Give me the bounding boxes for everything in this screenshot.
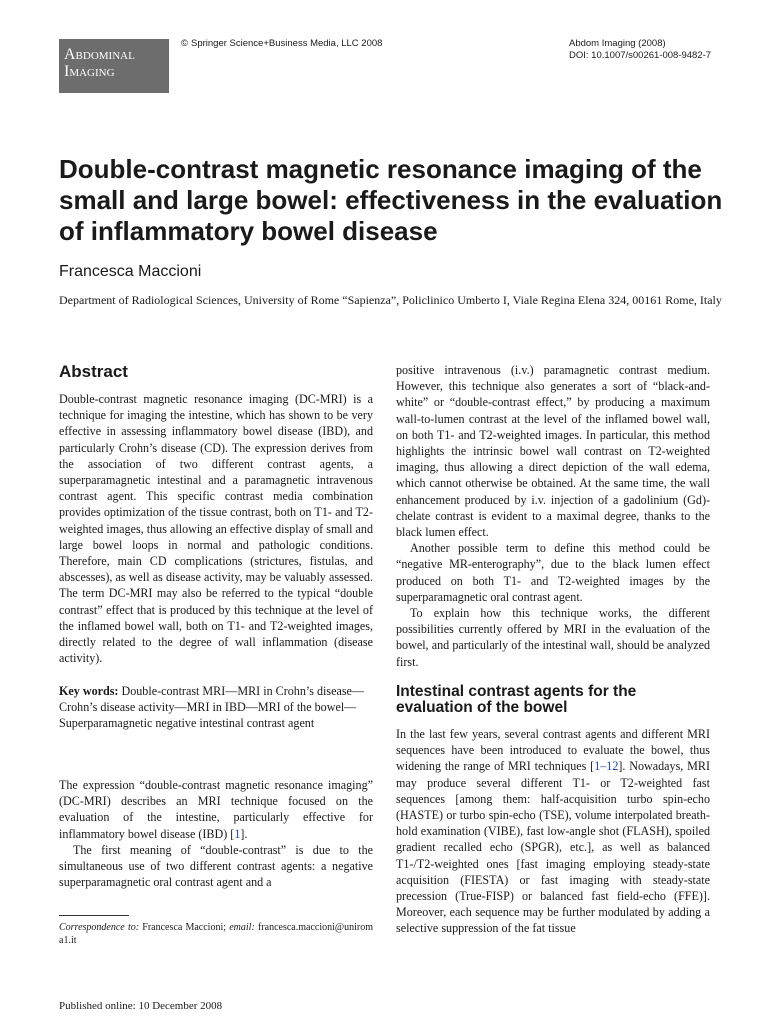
correspondence-email[interactable]: francesca.maccioni@uniroma1.it bbox=[59, 922, 373, 946]
right-paragraph-3: To explain how this technique works, the different possibilities currently offered by MRI in the evaluation of the bowel, and particularly of the intestinal wall, should be analyzed first. bbox=[396, 606, 710, 669]
journal-citation bbox=[569, 38, 711, 62]
doi[interactable]: DOI: 10.1007/s00261-008-9482-7 bbox=[569, 50, 712, 61]
author-affiliation: Department of Radiological Sciences, University of Rome “Sapienza”, Policlinico Umberto I, Viale Regina Elena 324, 00161 Rome, Italy bbox=[59, 293, 722, 307]
abstract-body bbox=[59, 391, 373, 666]
p4-text-a: In the last few years, several contrast agents and different MRI sequences have been introduced to evaluate the bowel, thus widening the range of MRI techniques [ bbox=[396, 727, 710, 774]
reference-link-1[interactable]: 1 bbox=[234, 826, 241, 841]
logo-line-2: Imaging bbox=[64, 63, 115, 80]
journal-name: Abdom Imaging (2008) bbox=[569, 38, 666, 49]
email-label: email: bbox=[229, 922, 255, 933]
copyright-line bbox=[181, 38, 382, 49]
intro-p1-end: ]. bbox=[240, 826, 248, 841]
logo-line-1: Abdominal bbox=[64, 46, 135, 63]
keywords bbox=[59, 683, 373, 732]
correspondence-footnote bbox=[59, 921, 373, 947]
right-column-bottom bbox=[396, 726, 710, 937]
correspondence-name: Francesca Maccioni; bbox=[142, 922, 227, 933]
intro-paragraph-2: The first meaning of “double-contrast” is due to the simultaneous use of two different contrast agents: a negative superparamagnetic oral contrast agent and a bbox=[59, 842, 373, 890]
article-title: Double-contrast magnetic resonance imaging of the small and large bowel: effectiveness in the evaluation of inflammatory bowel disease bbox=[59, 154, 723, 246]
published-date: Published online: 10 December 2008 bbox=[59, 1000, 223, 1012]
copyright-icon: © bbox=[181, 38, 188, 49]
abstract-text: Double-contrast magnetic resonance imaging (DC-MRI) is a technique for imaging the intestine, which has shown to be very effective in assessing inflammatory bowel disease (IBD), and particularly Crohn’s disease (CD). The expression derives from the association of two different contrast agents, a superparamagnetic intestinal and a paramagnetic intravenous contrast agent. This specific contrast media combination provides optimization of the tissue contrast, both on T1- and T2-weighted images, thus allowing an effective display of small and large bowel loops in normal and pathologic conditions. Therefore, main CD complications (strictures, fistulas, and abscesses), as well as disease activity, may be valuably assessed. The term DC-MRI may also be referred to the typical “double contrast” effect that is produced by this technique at the level of the inflamed bowel wall, both on T1- and T2-weighted images, directly related to the degree of wall inflammation (disease activity). bbox=[59, 392, 373, 666]
journal-logo bbox=[59, 39, 169, 93]
intro-p1-text: The expression “double-contrast magnetic resonance imaging” (DC-MRI) describes an MRI technique focused on the evaluation of the intestine, particularly effective for inflammatory bowel disease (IBD) [ bbox=[59, 778, 373, 841]
introduction bbox=[59, 777, 373, 890]
author-name: Francesca Maccioni bbox=[59, 263, 202, 280]
footnote-divider bbox=[59, 915, 129, 916]
right-column-top bbox=[396, 362, 710, 670]
keywords-label: Key words: bbox=[59, 684, 119, 698]
reference-link-1-12[interactable]: 1–12 bbox=[594, 759, 619, 774]
p4-text-b: ]. Nowadays, MRI may produce several different T1- or T2-weighted fast sequences [among them: half-acquisition turbo spin-echo (HASTE) or turbo spin-echo (TSE), volume interpolated breath-hold examination (VIBE), fast low-angle shot (FLASH), spoiled gradient recalled echo (SPGR), etc.], as well as balanced T1-/T2-weighted ones [fast imaging employing steady-state acquisition (FIESTA) or fast imaging with steady-state precession (True-FISP) or balanced fast field-echo (FFE)]. Moreover, each sequence may be further modulated by adding a selective suppression of the fat tissue bbox=[396, 759, 710, 936]
right-paragraph-4 bbox=[396, 726, 710, 937]
right-paragraph-1: positive intravenous (i.v.) paramagnetic contrast medium. However, this technique also generates a sort of “black-and-white” or “double-contrast effect,” by producing a maximum wall-to-lumen contrast at the level of the inflamed bowel wall, on both T1- and T2-weighted images. In particular, this method highlights the intrinsic bowel wall contrast on T2-weighted imaging, thus allowing a direct depiction of the wall edema, which cannot otherwise be obtained. At the same time, the wall enhancement produced by i.v. injection of a gadolinium (Gd)-chelate contrast is evident to a maximal degree, thanks to the black lumen effect. bbox=[396, 363, 710, 540]
intro-paragraph-1 bbox=[59, 777, 373, 842]
keywords-text: Double-contrast MRI—MRI in Crohn’s disease—Crohn’s disease activity—MRI in IBD—MRI of the bowel—Superparamagnetic negative intestinal contrast agent bbox=[59, 684, 365, 731]
right-paragraph-2: Another possible term to define this method could be “negative MR-enterography”, due to the black lumen effect produced on both T1- and T2-weighted images by the superparamagnetic oral contrast agent. bbox=[396, 541, 710, 604]
correspondence-label: Correspondence to: bbox=[59, 922, 140, 933]
copyright-text: Springer Science+Business Media, LLC 2008 bbox=[191, 38, 383, 49]
section-heading: Intestinal contrast agents for the evaluation of the bowel bbox=[396, 683, 637, 716]
abstract-heading: Abstract bbox=[59, 362, 128, 381]
